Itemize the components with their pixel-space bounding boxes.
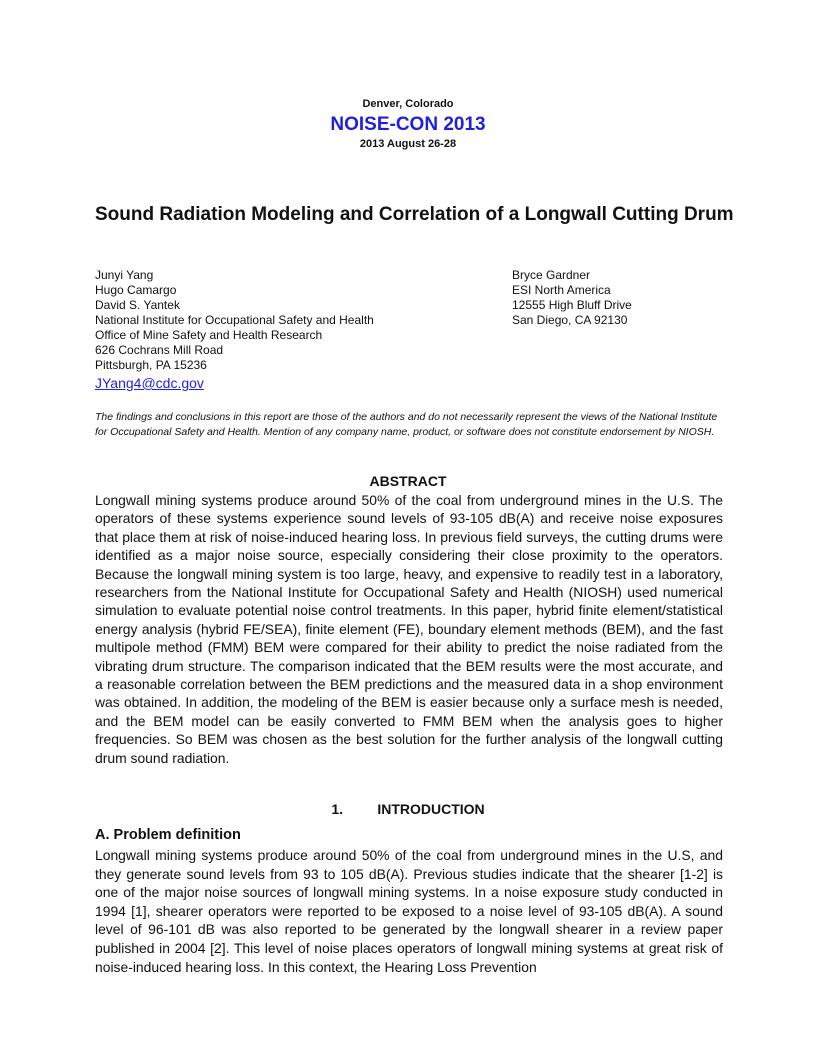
author-name: Bryce Gardner: [512, 268, 591, 282]
affiliation-line: ESI North America: [512, 283, 611, 297]
affiliation-line: Office of Mine Safety and Health Research: [95, 328, 323, 342]
conference-dates: 2013 August 26-28: [359, 138, 457, 150]
subsection-heading: A. Problem definition: [95, 827, 241, 843]
address-line: Pittsburgh, PA 15236: [95, 358, 207, 372]
author-name: David S. Yantek: [95, 298, 180, 312]
conference-name: NOISE-CON 2013: [330, 114, 486, 135]
authors-block-left: [95, 268, 475, 393]
introduction-text: Longwall mining systems produce around 50% of the coal from underground mines in the U.S, and they generate sound levels from 93 to 105 dB(A). Previous studies indicate that the shearer [1-2] is one of the major noise sources of longwall mining systems. In a noise exposure study conducted in 1994 [1], shearer operators were reported to be exposed to a noise level of 93-105 dB(A). A sound level of 96-101 dB was also reported to be generated by the longwall shearer in a review paper published in 2004 [2]. This level of noise places operators of longwall mining systems at great risk of noise-induced hearing loss. In this context, the Hearing Loss Prevention: [95, 847, 723, 975]
author-name: Junyi Yang: [95, 268, 154, 282]
conference-header: [0, 97, 816, 151]
section-heading-introduction: [0, 800, 816, 818]
affiliation-line: National Institute for Occupational Safety and Health: [95, 313, 374, 327]
address-line: 626 Cochrans Mill Road: [95, 343, 224, 357]
conference-location: Denver, Colorado: [362, 98, 454, 110]
author-email-link[interactable]: JYang4@cdc.gov: [95, 375, 204, 391]
section-number: 1.: [331, 801, 344, 817]
paper-title: Sound Radiation Modeling and Correlation of a Longwall Cutting Drum: [95, 204, 734, 225]
abstract-heading: ABSTRACT: [369, 473, 447, 489]
address-line: San Diego, CA 92130: [512, 313, 628, 327]
abstract-text: Longwall mining systems produce around 50% of the coal from underground mines in the U.S. The operators of these systems experience sound levels of 93-105 dB(A) and receive noise exposures that place them at risk of noise-induced hearing loss. In previous field surveys, the cutting drums were identified as a major noise source, especially considering their close proximity to the operators. Because the longwall mining system is too large, heavy, and expensive to readily test in a laboratory, researchers from the National Institute for Occupational Safety and Health (NIOSH) used numerical simulation to evaluate potential noise control treatments. In this paper, hybrid finite element/statistical energy analysis (hybrid FE/SEA), finite element (FE), boundary element methods (BEM), and the fast multipole method (FMM) BEM were compared for their ability to predict the noise radiated from the vibrating drum structure. The comparison indicated that the BEM results were the most accurate, and a reasonable correlation between the BEM predictions and the measured data in a shop environment was obtained. In addition, the modeling of the BEM is easier because only a surface mesh is needed, and the BEM model can be easily converted to FMM BEM when the analysis goes to higher frequencies. So BEM was chosen as the best solution for the further analysis of the longwall cutting drum sound radiation.: [95, 492, 723, 766]
disclaimer-text: The findings and conclusions in this report are those of the authors and do not necessarily represent the views of the National Institute for Occupational Safety and Health. Mention of any company name, product, or software does not constitute endorsement by NIOSH.: [95, 411, 718, 439]
author-name: Hugo Camargo: [95, 283, 177, 297]
authors-block-right: [512, 268, 732, 328]
section-title: INTRODUCTION: [377, 801, 485, 817]
address-line: 12555 High Bluff Drive: [512, 298, 632, 312]
